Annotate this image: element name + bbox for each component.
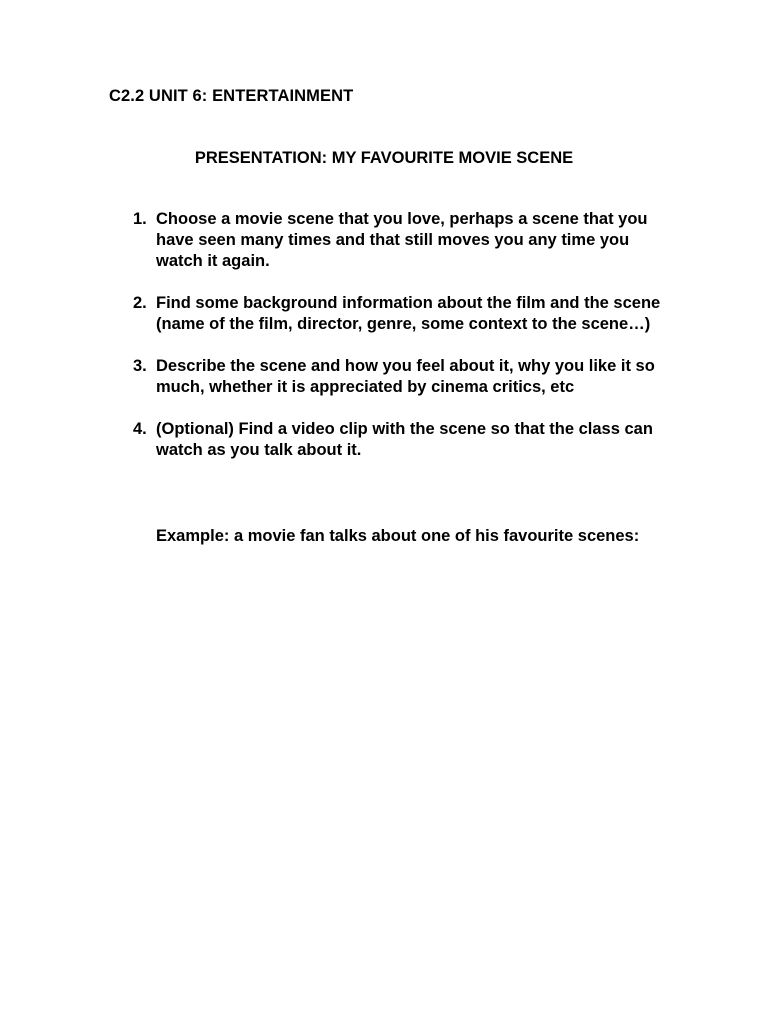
example-note: Example: a movie fan talks about one of his favourite scenes: — [156, 527, 640, 545]
list-item — [133, 209, 673, 272]
list-item — [133, 419, 673, 461]
list-item — [133, 356, 673, 398]
list-item-number: 3. — [133, 357, 147, 375]
instruction-list — [133, 209, 673, 482]
list-item-number: 2. — [133, 294, 147, 312]
unit-title: C2.2 UNIT 6: ENTERTAINMENT — [109, 87, 354, 105]
list-item-text: Choose a movie scene that you love, perhaps a scene that you have seen many times and that still moves you any time you watch it again. — [156, 210, 648, 270]
list-item-number: 1. — [133, 210, 147, 228]
list-item-text: Find some background information about the film and the scene (name of the film, director, genre, some context to the scene…) — [156, 294, 661, 333]
list-item — [133, 293, 673, 335]
list-item-number: 4. — [133, 420, 147, 438]
list-item-text: Describe the scene and how you feel about it, why you like it so much, whether it is appreciated by cinema critics, etc — [156, 357, 655, 396]
page-title: PRESENTATION: MY FAVOURITE MOVIE SCENE — [194, 149, 574, 167]
list-item-text: (Optional) Find a video clip with the scene so that the class can watch as you talk about it. — [156, 420, 653, 459]
